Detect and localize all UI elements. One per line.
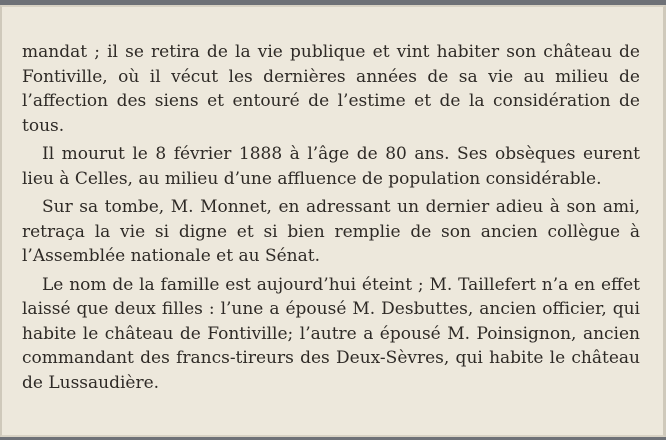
paragraph-family: Le nom de la famille est aujourd’hui éteint ; M. Taillefert n’a en effet laissé que deux filles : l’une a épousé M. Desbuttes, ancien officier, qui habite le château de Fontiville; l’autre a épousé M. Poinsignon, ancien commandant des francs-tireurs des Deux-Sèvres, qui habite le château de Lussaudière. — [22, 274, 640, 393]
paragraph-funeral-speech: Sur sa tombe, M. Monnet, en adressant un dernier adieu à son ami, retraça la vie si digne et si bien remplie de son ancien collègue à l’Assemblée nationale et au Sénat. — [22, 197, 640, 266]
paragraph-death: Il mourut le 8 février 1888 à l’âge de 80 ans. Ses obsèques eurent lieu à Celles, au milieu d’une affluence de population considérable. — [22, 144, 640, 189]
scanned-page — [0, 5, 666, 437]
body-text — [22, 40, 640, 399]
paragraph-continuation: mandat ; il se retira de la vie publique et vint habiter son château de Fontiville, où il vécut les dernières années de sa vie au milieu de l’affection des siens et entouré de l’estime et de la considération de tous. — [22, 42, 640, 136]
